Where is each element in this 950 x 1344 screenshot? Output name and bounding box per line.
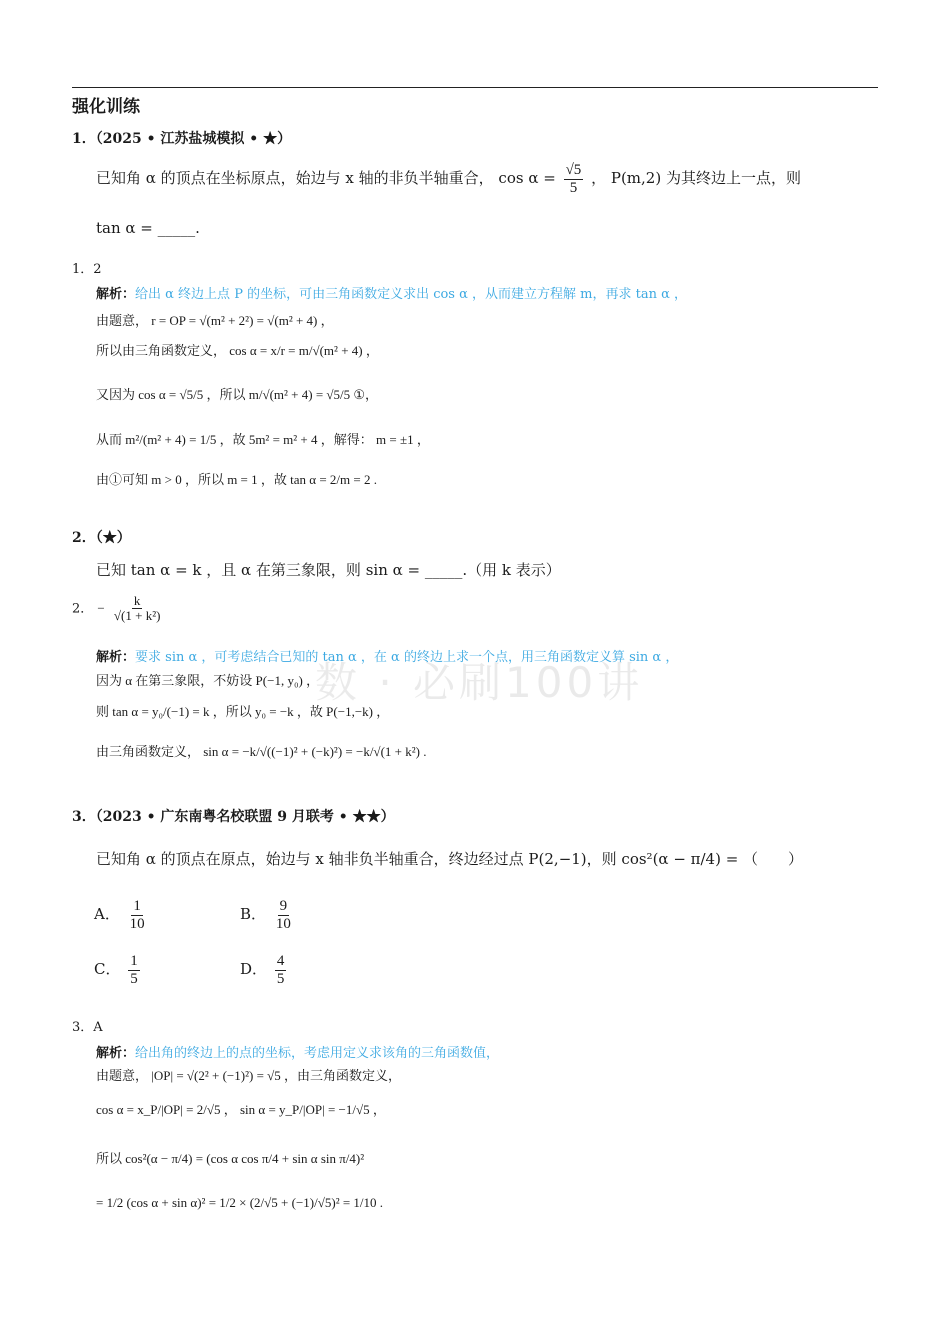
q3-option-d-den: 5 [276, 970, 285, 987]
q3-option-d-label: D． [240, 960, 268, 978]
a2-label: 解析： [96, 650, 136, 665]
q3-option-a-label: A． [94, 905, 120, 923]
q1-text-b: ， P(m,2) 为其终边上一点，则 [591, 169, 801, 187]
a2-answer-num: k [133, 593, 141, 608]
a1-line-1: 由题意， r = OP = √(m² + 2²) = √(m² + 4) ， [96, 313, 334, 328]
q3-option-d [240, 953, 289, 987]
q3-option-d-num: 4 [276, 953, 285, 969]
q2-heading: 2．（★） [72, 530, 131, 546]
a2-answer-prefix: 2． [72, 601, 94, 617]
a1-line-3: 又因为 cos α = √5/5 ，所以 m/√(m² + 4) = √5/5 ①， [96, 387, 379, 402]
q3-option-b-den: 10 [275, 915, 291, 932]
q3-option-d-fraction [275, 953, 287, 987]
a2-hint-line [96, 646, 678, 665]
q3-option-c-den: 5 [130, 970, 138, 987]
q3-option-c-label: C． [94, 960, 121, 978]
a1-answer: 1．2 [72, 262, 102, 277]
q1-frac-num: √5 [565, 162, 582, 178]
q1-frac-den: 5 [569, 179, 578, 196]
q2-text: 已知 tan α = k ，且 α 在第三象限，则 sin α = _____.（用 k 表示） [96, 561, 561, 579]
q3-option-a-num: 1 [133, 898, 141, 914]
q1-fraction [564, 162, 584, 196]
a2-line-3: 由三角函数定义， sin α = −k/√((−1)² + (−k)²) = −k/√(1 + k²) . [96, 744, 427, 759]
a3-line-1: 由题意， |OP| = √(2² + (−1)²) = √5 ，由三角函数定义， [96, 1068, 402, 1083]
q3-text: 已知角 α 的顶点在原点，始边与 x 轴非负半轴重合，终边经过点 P(2,−1)，则 cos²(α − π/4) = （ ） [96, 850, 804, 868]
watermark: 数 · 必刷100讲 [315, 658, 644, 707]
q3-option-c-num: 1 [130, 953, 138, 969]
q1-text [96, 162, 801, 196]
a3-label: 解析： [96, 1046, 136, 1061]
q3-option-b-fraction [274, 898, 293, 932]
q3-option-a-fraction [128, 898, 147, 932]
a1-label: 解析： [96, 287, 136, 302]
a1-line-2: 所以由三角函数定义， cos α = x/r = m/√(m² + 4) ， [96, 343, 379, 358]
a1-hint: 给出 α 终边上点 P 的坐标，可由三角函数定义求出 cos α ，从而建立方程解 m，再求 tan α ， [135, 287, 688, 302]
q1-text-a: 已知角 α 的顶点在坐标原点，始边与 x 轴的非负半轴重合， cos α = [96, 169, 556, 187]
q3-option-b-label: B． [240, 905, 267, 923]
section-title: 强化训练 [72, 97, 140, 117]
q1-text-c: tan α = _____. [96, 219, 200, 237]
q1-heading: 1．（2025 • 江苏盐城模拟 • ★） [72, 131, 292, 147]
q3-heading: 3．（2023 • 广东南粤名校联盟 9 月联考 • ★★） [72, 809, 395, 825]
a3-answer: 3．A [72, 1020, 103, 1035]
a2-answer-den: √(1 + k²) [113, 608, 161, 624]
a3-line-4: = 1/2 (cos α + sin α)² = 1/2 × (2/√5 + (−1)/√5)² = 1/10 . [96, 1195, 384, 1210]
a2-hint: 要求 sin α ，可考虑结合已知的 tan α ，在 α 的终边上求一个点，用三角函数定义算 sin α ， [135, 650, 679, 665]
a2-line-2: 则 tan α = y₀/(−1) = k ，所以 y₀ = −k ，故 P(−1,−k) ， [96, 704, 390, 719]
a2-answer-fraction [112, 594, 163, 624]
a2-answer: 2． − $\frac{k}{\text{√(1 + k²)}}$ [72, 593, 161, 624]
q3-option-a-den: 10 [129, 915, 145, 932]
a1-line-5: 由①可知 m > 0 ，所以 m = 1 ，故 tan α = 2/m = 2 . [96, 472, 377, 487]
a3-line-3: 所以 cos²(α − π/4) = (cos α cos π/4 + sin α sin π/4)² [96, 1151, 365, 1166]
a1-hint-line [96, 283, 687, 302]
q3-option-b-num: 9 [279, 898, 288, 914]
a3-line-2: cos α = x_P/|OP| = 2/√5 ， sin α = y_P/|OP| = −1/√5 ， [96, 1102, 386, 1117]
a1-line-4: 从而 m²/(m² + 4) = 1/5 ，故 5m² = m² + 4 ，解得： m = ±1 ， [96, 432, 430, 447]
q3-option-a [94, 898, 150, 932]
top-rule [72, 87, 878, 88]
q3-option-b [240, 898, 296, 932]
a3-hint-line [96, 1042, 499, 1061]
q3-option-c [94, 953, 143, 987]
q3-option-c-fraction [128, 953, 140, 987]
a3-hint: 给出角的终边上的点的坐标，考虑用定义求该角的三角函数值， [135, 1046, 500, 1061]
a2-line-1: 因为 α 在第三象限，不妨设 P(−1, y₀) ， [96, 673, 320, 688]
